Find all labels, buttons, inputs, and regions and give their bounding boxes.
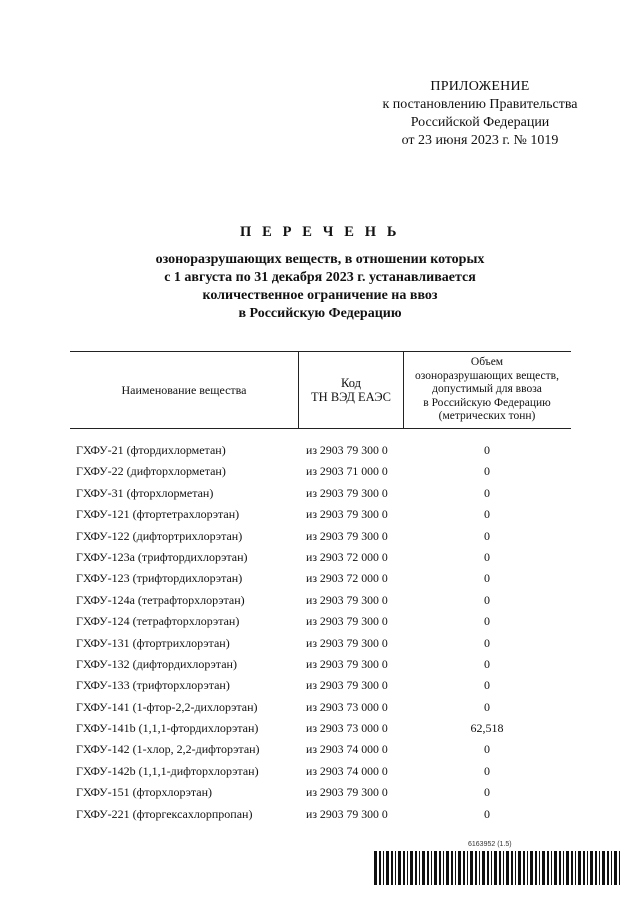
substance-name-cell: ГХФУ-121 (фтортетрахлорэтан)	[76, 507, 240, 522]
barcode-image	[374, 851, 620, 885]
volume-cell: 0	[484, 742, 490, 757]
table-row	[70, 526, 571, 547]
substance-name-cell: ГХФУ-141 (1-фтор-2,2-дихлорэтан)	[76, 699, 258, 714]
hs-code-cell: из 2903 72 000 0	[306, 571, 388, 586]
table-row	[70, 461, 571, 482]
hs-code-cell: из 2903 72 000 0	[306, 549, 388, 564]
table-row	[70, 547, 571, 568]
appendix-federation: Российской Федерации	[410, 115, 550, 130]
table-row	[70, 675, 571, 696]
volume-cell: 0	[484, 464, 490, 479]
substance-name-cell: ГХФУ-132 (дифтордихлорэтан)	[76, 656, 237, 671]
hs-code-cell: из 2903 79 300 0	[306, 656, 388, 671]
substance-name-cell: ГХФУ-141b (1,1,1-фтордихлорэтан)	[76, 721, 259, 736]
substance-name-cell: ГХФУ-31 (фторхлорметан)	[76, 485, 214, 500]
table-row	[70, 611, 571, 632]
table-row	[70, 590, 571, 611]
table-row	[70, 568, 571, 589]
volume-cell: 0	[484, 785, 490, 800]
table-row	[70, 804, 571, 825]
table-row	[70, 504, 571, 525]
hs-code-cell: из 2903 74 000 0	[306, 742, 388, 757]
volume-cell: 0	[484, 571, 490, 586]
appendix-decree-ref: к постановлению Правительства	[382, 97, 578, 112]
volume-cell: 0	[484, 678, 490, 693]
volume-cell: 0	[484, 614, 490, 629]
volume-cell: 0	[484, 485, 490, 500]
header-substance-name: Наименование вещества	[121, 383, 247, 397]
header-volume-line-2: озоноразрушающих веществ,	[415, 369, 559, 382]
substance-name-cell: ГХФУ-151 (фторхлорэтан)	[76, 785, 213, 800]
table-row	[70, 633, 571, 654]
table-row	[70, 483, 571, 504]
substance-name-cell: ГХФУ-123а (трифтордихлорэтан)	[76, 549, 248, 564]
header-volume-line-5: (метрических тонн)	[438, 410, 536, 423]
header-volume	[403, 352, 571, 428]
hs-code-cell: из 2903 79 300 0	[306, 806, 388, 821]
header-volume-line-4: в Российскую Федерацию	[423, 396, 551, 409]
hs-code-cell: из 2903 74 000 0	[306, 763, 388, 778]
table-header	[70, 351, 571, 429]
table-row	[70, 440, 571, 461]
volume-cell: 0	[484, 635, 490, 650]
table-row	[70, 654, 571, 675]
document-heading	[60, 224, 580, 323]
hs-code-cell: из 2903 73 000 0	[306, 721, 388, 736]
volume-cell: 62,518	[470, 721, 504, 736]
hs-code-cell: из 2903 79 300 0	[306, 678, 388, 693]
substances-table	[70, 351, 571, 825]
appendix-block	[340, 78, 620, 150]
volume-cell: 0	[484, 806, 490, 821]
subtitle-line-4: в Российскую Федерацию	[238, 306, 402, 321]
hs-code-cell: из 2903 79 300 0	[306, 614, 388, 629]
table-row	[70, 739, 571, 760]
subtitle-line-2: с 1 августа по 31 декабря 2023 г. устанавливается	[164, 270, 476, 285]
volume-cell: 0	[484, 656, 490, 671]
subtitle-line-3: количественное ограничение на ввоз	[202, 288, 438, 303]
substance-name-cell: ГХФУ-142 (1-хлор, 2,2-дифторэтан)	[76, 742, 260, 757]
substance-name-cell: ГХФУ-21 (фтордихлорметан)	[76, 443, 226, 457]
substance-name-cell: ГХФУ-122 (дифтортрихлорэтан)	[76, 528, 243, 543]
substance-name-cell: ГХФУ-22 (дифторхлорметан)	[76, 464, 226, 479]
subtitle-line-1: озоноразрушающих веществ, в отношении которых	[155, 252, 485, 267]
table-row	[70, 718, 571, 739]
substance-name-cell: ГХФУ-221 (фторгексахлорпропан)	[76, 806, 253, 821]
hs-code-cell: из 2903 79 300 0	[306, 443, 388, 457]
volume-cell: 0	[484, 763, 490, 778]
substance-name-cell: ГХФУ-124а (тетрафторхлорэтан)	[76, 592, 245, 607]
hs-code-cell: из 2903 73 000 0	[306, 699, 388, 714]
hs-code-cell: из 2903 79 300 0	[306, 635, 388, 650]
volume-cell: 0	[484, 443, 490, 457]
table-row	[70, 697, 571, 718]
document-title: П Е Р Е Ч Е Н Ь	[239, 224, 401, 240]
hs-code-cell: из 2903 79 300 0	[306, 507, 388, 522]
header-hs-code	[298, 352, 404, 428]
header-code-line-2: ТН ВЭД ЕАЭС	[311, 390, 391, 404]
header-code-line-1: Код	[341, 376, 361, 390]
hs-code-cell: из 2903 79 300 0	[306, 485, 388, 500]
table-row	[70, 761, 571, 782]
volume-cell: 0	[484, 592, 490, 607]
substance-name-cell: ГХФУ-123 (трифтордихлорэтан)	[76, 571, 243, 586]
hs-code-cell: из 2903 79 300 0	[306, 592, 388, 607]
header-volume-line-1: Объем	[470, 356, 504, 369]
document-number: 6163952 (1.5)	[468, 841, 512, 848]
substance-name-cell: ГХФУ-142b (1,1,1-дифторхлорэтан)	[76, 763, 259, 778]
appendix-label: ПРИЛОЖЕНИЕ	[430, 79, 530, 94]
header-volume-line-3: допустимый для ввоза	[432, 383, 542, 396]
volume-cell: 0	[484, 528, 490, 543]
substance-name-cell: ГХФУ-133 (трифторхлорэтан)	[76, 678, 230, 693]
volume-cell: 0	[484, 699, 490, 714]
hs-code-cell: из 2903 79 300 0	[306, 785, 388, 800]
table-row	[70, 782, 571, 803]
volume-cell: 0	[484, 549, 490, 564]
table-body	[70, 440, 571, 825]
substance-name-cell: ГХФУ-131 (фтортрихлорэтан)	[76, 635, 230, 650]
hs-code-cell: из 2903 71 000 0	[306, 464, 388, 479]
appendix-date-number: от 23 июня 2023 г. № 1019	[401, 133, 559, 148]
hs-code-cell: из 2903 79 300 0	[306, 528, 388, 543]
substance-name-cell: ГХФУ-124 (тетрафторхлорэтан)	[76, 614, 240, 629]
volume-cell: 0	[484, 507, 490, 522]
